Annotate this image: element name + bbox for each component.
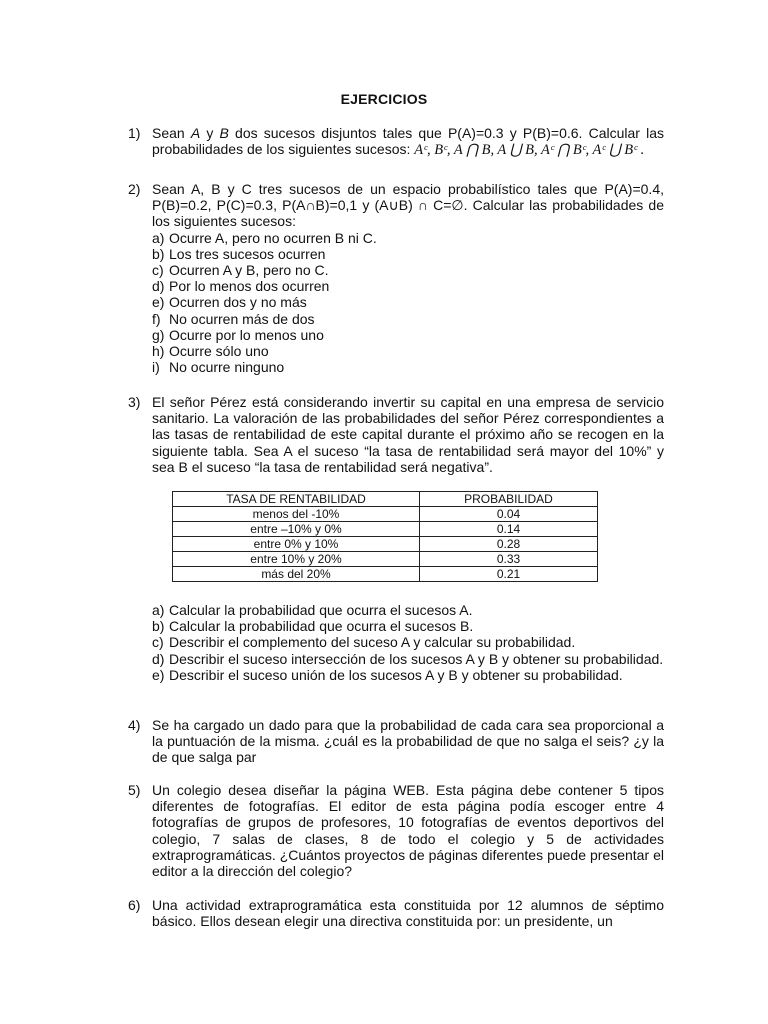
sub-question: [152, 230, 664, 246]
sub-question: [152, 294, 664, 310]
sub-question-text: No ocurren más de dos: [169, 310, 315, 327]
exercise-paragraph: Un colegio desea diseñar la página WEB. Esta página debe contener 5 tipos diferentes de fotografías. El editor de esta página podía escoger entre 4 fotografías de grupos de profesores, 10 fotografías de eventos deportivos del colegio, 7 salas de clases, 8 de todo el colegio y 5 de actividades extraprogramáticas. ¿Cuántos proyectos de páginas diferentes puede presentar el editor a la dirección del colegio?: [152, 782, 664, 880]
sub-question-text: Ocurre por lo menos uno: [169, 326, 324, 343]
prob-a: P(A)=0.3: [447, 125, 504, 141]
prob-b: P(B)=0.6: [522, 125, 579, 141]
sub-question: [152, 311, 664, 327]
sub-question: [152, 651, 664, 667]
exercise-number: 4): [128, 717, 141, 733]
exercise-text: [152, 394, 664, 475]
sub-question-text: Calcular la probabilidad que ocurra el sucesos A.: [169, 602, 473, 618]
sub-question: [152, 618, 664, 634]
exercise-number: 5): [128, 782, 141, 798]
sub-question: [152, 327, 664, 343]
probability-cell: 0.33: [420, 552, 598, 567]
sub-question-letter: f): [152, 310, 161, 327]
exercise-number: 2): [128, 181, 141, 197]
sub-question: [152, 262, 664, 278]
sub-question-list: [152, 230, 664, 376]
sub-question-letter: d): [152, 278, 165, 295]
rate-cell: más del 20%: [173, 567, 420, 582]
sub-question-text: Ocurre sólo uno: [169, 343, 269, 360]
sub-question-letter: e): [152, 666, 165, 683]
sub-question-text: Describir el suceso unión de los sucesos A y B y obtener su probabilidad.: [169, 666, 623, 683]
sub-question-letter: b): [152, 245, 165, 262]
exercise-3: [128, 394, 664, 475]
set-b: B: [219, 125, 229, 141]
text-run: . Calcular las probabilidades de los siguientes sucesos:: [152, 125, 665, 158]
sub-question-letter: a): [152, 602, 165, 618]
sub-question-text: Por lo menos dos ocurren: [169, 278, 330, 295]
set-a: A: [190, 125, 201, 141]
sub-question: [152, 602, 664, 618]
sub-question-text: Ocurren A y B, pero no C.: [169, 262, 329, 279]
sub-question-letter: i): [152, 359, 160, 376]
sub-question-text: Describir el complemento del suceso A y calcular su probabilidad.: [169, 634, 576, 651]
exercise-2: [128, 181, 664, 375]
table-row: [173, 507, 598, 522]
table-row: [173, 537, 598, 552]
sub-question-letter: e): [152, 294, 165, 311]
sub-question-list: [152, 602, 664, 683]
rate-cell: entre 10% y 20%: [173, 552, 420, 567]
sub-question-letter: a): [152, 229, 165, 246]
sub-question-letter: d): [152, 650, 165, 667]
rentability-table: [172, 491, 598, 582]
sub-question-letter: h): [152, 343, 165, 360]
sub-question: [152, 667, 664, 683]
table-row: [173, 552, 598, 567]
sub-question-text: Describir el suceso intersección de los sucesos A y B y obtener su probabilidad.: [169, 650, 664, 667]
page-title: EJERCICIOS: [340, 91, 428, 107]
exercise-text: [152, 717, 664, 766]
sub-question: [152, 359, 664, 375]
probability-cell: 0.21: [420, 567, 598, 582]
sub-question-letter: b): [152, 618, 165, 635]
exercise-intro: El señor Pérez está considerando invertir su capital en una empresa de servicio sanitario. La valoración de las probabilidades del señor Pérez correspondientes a las tasas de rentabilidad de este capital durante el próximo año se recogen en la siguiente tabla. Sea A el suceso “la tasa de rentabilidad será mayor del 10%” y sea B el suceso “la tasa de rentabilidad será negativa”.: [152, 394, 664, 475]
sub-question-text: Los tres sucesos ocurren: [169, 245, 326, 262]
sub-question: [152, 278, 664, 294]
exercise-number: 6): [128, 897, 141, 913]
sub-question: [152, 343, 664, 359]
set-expressions: Aᶜ, Bᶜ, A ⋂ B, A ⋃ B, Aᶜ ⋂ Bᶜ, Aᶜ ⋃ Bᶜ .: [414, 142, 645, 159]
rate-cell: entre –10% y 0%: [173, 522, 420, 537]
sub-question: [152, 634, 664, 650]
exercise-1: [128, 125, 664, 158]
rate-cell: entre 0% y 10%: [173, 537, 420, 552]
exercise-3-questions: [128, 602, 664, 683]
exercise-6: [128, 897, 664, 929]
probability-cell: 0.04: [420, 507, 598, 522]
text-run: dos sucesos disjuntos tales que: [228, 125, 448, 141]
exercise-paragraph: Se ha cargado un dado para que la probabilidad de cada cara sea proporcional a la puntuación de la misma. ¿cuál es la probabilidad de que no salga el seis? ¿y la de que salga par: [152, 717, 664, 766]
sub-question-letter: c): [152, 262, 164, 279]
sub-question-text: Calcular la probabilidad que ocurra el sucesos B.: [169, 618, 474, 635]
sub-question-text: Ocurren dos y no más: [169, 294, 307, 311]
sub-question-letter: c): [152, 634, 164, 651]
column-header: PROBABILIDAD: [420, 492, 598, 507]
exercise-5: [128, 782, 664, 879]
exercise-number: 3): [128, 394, 141, 410]
exercise-number: 1): [128, 125, 141, 141]
sub-question-letter: g): [152, 326, 165, 343]
exercise-text: [152, 181, 664, 375]
rate-cell: menos del -10%: [173, 507, 420, 522]
text-run: Sean: [152, 125, 191, 141]
column-header: TASA DE RENTABILIDAD: [173, 492, 420, 507]
probability-cell: 0.14: [420, 522, 598, 537]
table-row: [173, 567, 598, 582]
exercise-text: [152, 897, 664, 929]
text-run: y: [503, 125, 523, 141]
probability-cell: 0.28: [420, 537, 598, 552]
sub-question-text: No ocurre ninguno: [169, 359, 285, 376]
exercise-text: [152, 602, 664, 683]
sub-question-text: Ocurre A, pero no ocurren B ni C.: [169, 229, 377, 246]
table-header-row: [173, 492, 598, 507]
exercise-paragraph: Una actividad extraprogramática esta constituida por 12 alumnos de séptimo básico. Ellos desean elegir una directiva constituida por: un presidente, un: [152, 897, 664, 930]
exercise-4: [128, 717, 664, 766]
table-row: [173, 522, 598, 537]
sub-question: [152, 246, 664, 262]
exercise-intro: Sean A, B y C tres sucesos de un espacio probabilístico tales que P(A)=0.4, P(B)=0.2, P(C)=0.3, P(A∩B)=0,1 y (A∪B) ∩ C=∅. Calcular las probabilidades de los siguientes sucesos:: [152, 181, 664, 230]
exercise-text: [152, 782, 664, 879]
text-run: y: [200, 125, 220, 141]
exercise-text: [152, 125, 664, 158]
